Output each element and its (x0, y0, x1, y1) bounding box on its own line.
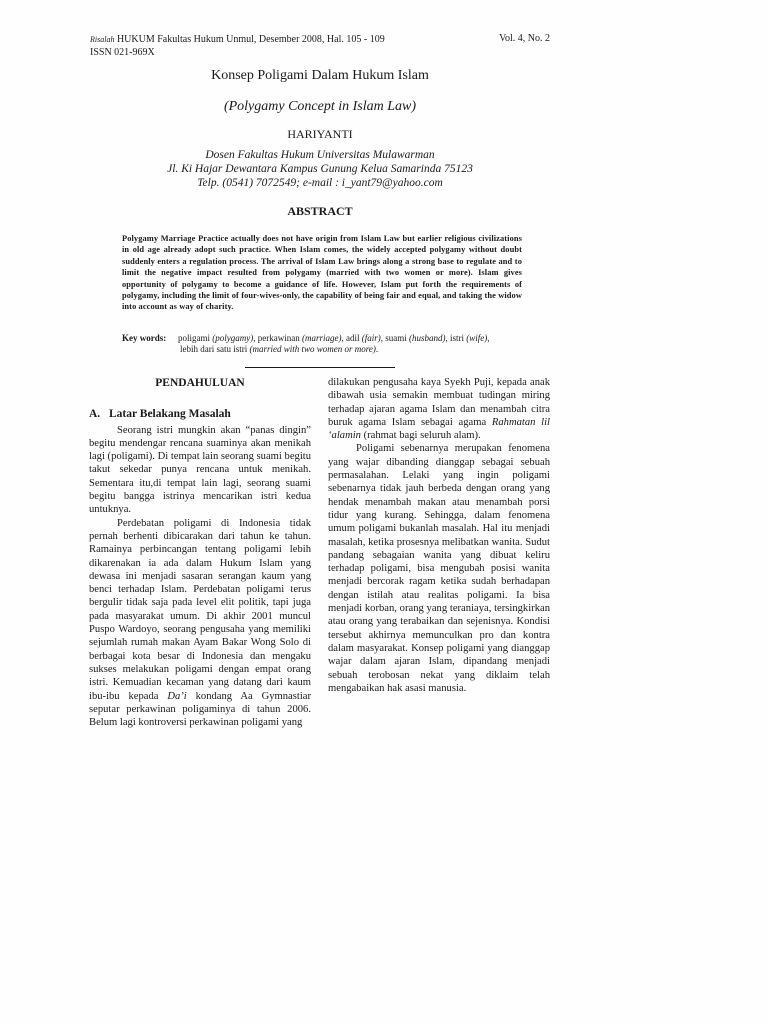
left-column (89, 376, 311, 729)
abstract-text: Polygamy Marriage Practice actually does not have origin from Islam Law but earlier religious civilizations in old age already adopt such practice. When Islam comes, the widely accepted polygamy without doubt suddenly enters a regulation process. The arrival of Islam Law brings along a strong base to regulate and to limit the negative impact resulted from polygamy (married with two women or more). Islam gives opportunity of polygamy to become a guidance of life. However, Islam put forth the requirements of polygamy, including the limit of four-wives-only, the capability of being fair and equal, and taking the widow into account as way of charity. (122, 234, 522, 312)
paragraph: Seorang istri mungkin akan “panas dingin” begitu mendengar rencana suaminya akan menikah lagi (poligami). Di tempat lain seorang suami begitu takut sekedar punya rencana untuk menikah. Sementara itu,di tempat lain lagi, seorang suami begitu bangga istrinya mencarikan istri kedua untuknya. (89, 424, 311, 516)
paragraph: Perdebatan poligami di Indonesia tidak pernah berhenti dibicarakan dari tahun ke tahun. Ramainya perbincangan tentang poligami lebih dikarenakan ia ada dalam Hukum Islam yang dewasa ini menjadi sasaran serangan kaum yang benci terhadap Islam. Perdebatan poligami terus bergulir tidak saja pada level elit politik, tapi juga pada masyarakat umum. Di akhir 2001 muncul Puspo Wardoyo, seorang pengusaha yang memiliki sejumlah rumah makan Ayam Bakar Wong Solo di berbagai kota besar di Indonesia dan mengaku sukses melakukan poligami dengan empat orang istri. Kemuadian kecaman yang datang dari kaum ibu-ibu kepada Da’i kondang Aa Gymnastiar seputar perkawinan poligaminya di tahun 2006. Belum lagi kontroversi perkawinan poligami yang (89, 517, 311, 729)
paper-title: Konsep Poligami Dalam Hukum Islam (211, 68, 429, 83)
section-heading: PENDAHULUAN (155, 377, 245, 389)
section-divider (245, 367, 395, 368)
keywords (122, 333, 532, 355)
abstract-heading: ABSTRACT (287, 204, 353, 218)
journal-info: HUKUM Fakultas Hukum Unmul, Desember 2008, Hal. 105 - 109 (116, 34, 385, 45)
paragraph: dilakukan pengusaha kaya Syekh Puji, kepada anak dibawah usia semakin membuat tudingan miring terhadap ajaran agama Islam dan menambah citra buruk agama Islam sebagai agama Rahmatan lil ‘alamin (rahmat bagi seluruh alam). (328, 377, 551, 442)
journal-header (90, 33, 385, 59)
issn: ISSN 021-969X (90, 47, 155, 58)
subsection-heading: A. Latar Belakang Masalah (89, 408, 231, 421)
paragraph: Poligami sebenarnya merupakan fenomena yang wajar dibanding dianggap sebagai sebuah permasalahan. Lelaki yang ingin poligami sebenarnya tidak jauh berbeda dengan orang yang hendak menambah makan atau menambah porsi tidur yang kurang. Sehingga, dalam fenomena umum poligami bukanlah masalah. Hal itu menjadi masalah, ketika prosesnya melibatkan wanita. Sudut pandang sebagaian wanita yang dibuat keliru terhadap poligami, bisa mengubah posisi wanita menjadi bercorak ragam ketika sudah berhadapan dengan istilah atau realitas poligami. Ia bisa menjadi korban, orang yang teraniaya, tersingkirkan atau orang yang terabaikan dan sejenisnya. Kondisi tersebut akhirnya memunculkan pro dan kontra dalam masyarakat. Konsep poligami yang dianggap wajar dalam ajaran Islam, dipandang menjadi sebuah terobosan nekat yang diklaim telah mengabaikan hak asasi manusia. (328, 443, 550, 694)
affiliation-line-3: Telp. (0541) 7072549; e-mail : i_yant79@yahoo.com (197, 177, 443, 189)
right-column (328, 376, 550, 695)
volume-number: Vol. 4, No. 2 (499, 33, 550, 44)
affiliation-line-1: Dosen Fakultas Hukum Universitas Mulawarman (205, 149, 435, 161)
keywords-line-1: poligami (polygamy), perkawinan (marriage), adil (fair), suami (husband), istri (wife), (178, 333, 490, 343)
journal-mark: Risalah (90, 35, 115, 44)
author-name: HARIYANTI (287, 127, 353, 141)
keywords-line-2: lebih dari satu istri (married with two women or more). (180, 344, 379, 354)
paper-subtitle: (Polygamy Concept in Islam Law) (223, 99, 417, 114)
affiliation-line-2: Jl. Ki Hajar Dewantara Kampus Gunung Kelua Samarinda 75123 (167, 163, 473, 175)
keywords-label: Key words: (122, 333, 167, 343)
